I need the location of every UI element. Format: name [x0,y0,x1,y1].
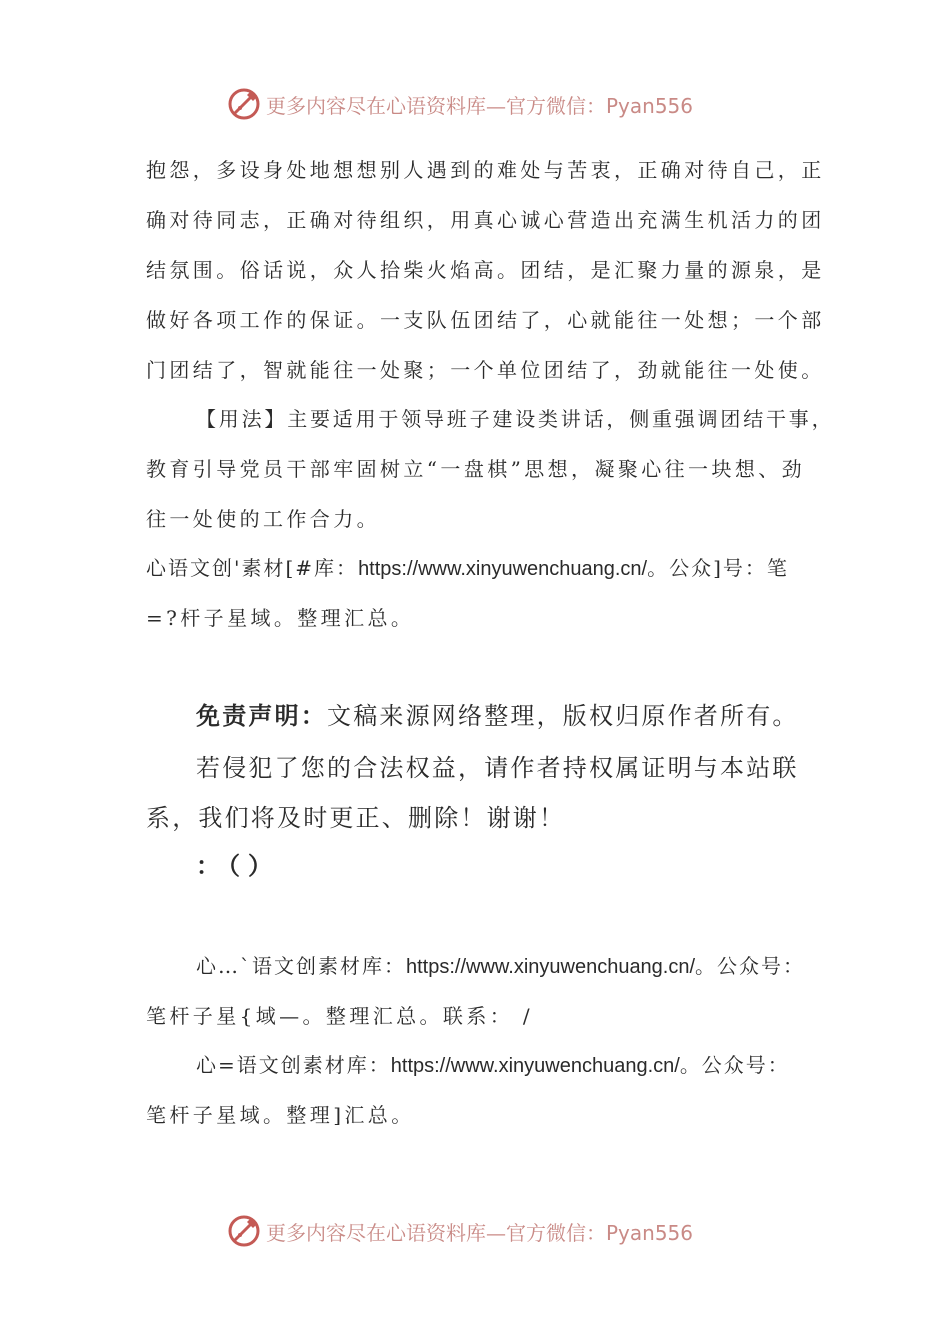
source-url[interactable]: https://www.xinyuwenchuang.cn/ [358,558,648,580]
disclaimer-line: 系，我们将及时更正、删除！谢谢！ [146,804,566,832]
disclaimer-line: 若侵犯了您的合法权益，请作者持权属证明与本站联 [196,754,799,782]
note-line: 心=语文创素材库：https://www.xinyuwenchuang.cn/。公众号： [196,1053,790,1077]
usage-line: 【用法】主要适用于领导班子建设类讲话，侧重强调团结干事， [196,407,835,431]
source-line: =?杆子星域。整理汇总。 [146,606,415,630]
usage-line: 教育引导党员干部牢固树立“一盘棋”思想，凝聚心往一块想、劲 [146,457,806,481]
body-line: 门团结了，智就能往一处聚；一个单位团结了，劲就能往一处使。 [146,358,825,382]
note-line: 心…`语文创素材库：https://www.xinyuwenchuang.cn/。公众号： [196,954,806,978]
note-url[interactable]: https://www.xinyuwenchuang.cn/ [406,956,696,978]
header-banner [226,84,693,124]
disclaimer-line: 免责声明：文稿来源网络整理，版权归原作者所有。 [196,702,799,730]
source-line: 心语文创'素材[#库：https://www.xinyuwenchuang.cn/。公众]号：笔 [146,556,789,580]
body-line: 抱怨，多设身处地想想别人遇到的难处与苦衷，正确对待自己，正 [146,158,825,182]
wechat-id: Pyan556 [606,1220,694,1245]
banner-text: 更多内容尽在心语资料库—官方微信：Pyan556 [266,1220,694,1245]
banner-text: 更多内容尽在心语资料库—官方微信：Pyan556 [266,93,694,118]
pen-logo-icon [226,1213,262,1249]
note-url[interactable]: https://www.xinyuwenchuang.cn/ [390,1055,680,1077]
note-line: 笔杆子星域。整理]汇总。 [146,1103,415,1127]
body-line: 做好各项工作的保证。一支队伍团结了，心就能往一处想；一个部 [146,308,825,332]
usage-line: 往一处使的工作合力。 [146,507,380,531]
body-line: 结氛围。俗话说，众人拾柴火焰高。团结，是汇聚力量的源泉，是 [146,258,825,282]
note-line: 笔杆子星{域—。整理汇总。联系： / [146,1004,534,1028]
footer-banner [226,1211,693,1251]
disclaimer-line: ：（） [196,852,280,880]
wechat-id: Pyan556 [606,93,694,118]
body-line: 确对待同志，正确对待组织，用真心诚心营造出充满生机活力的团 [146,208,825,232]
disclaimer-label: 免责声明： [196,702,327,730]
pen-logo-icon [226,86,262,122]
